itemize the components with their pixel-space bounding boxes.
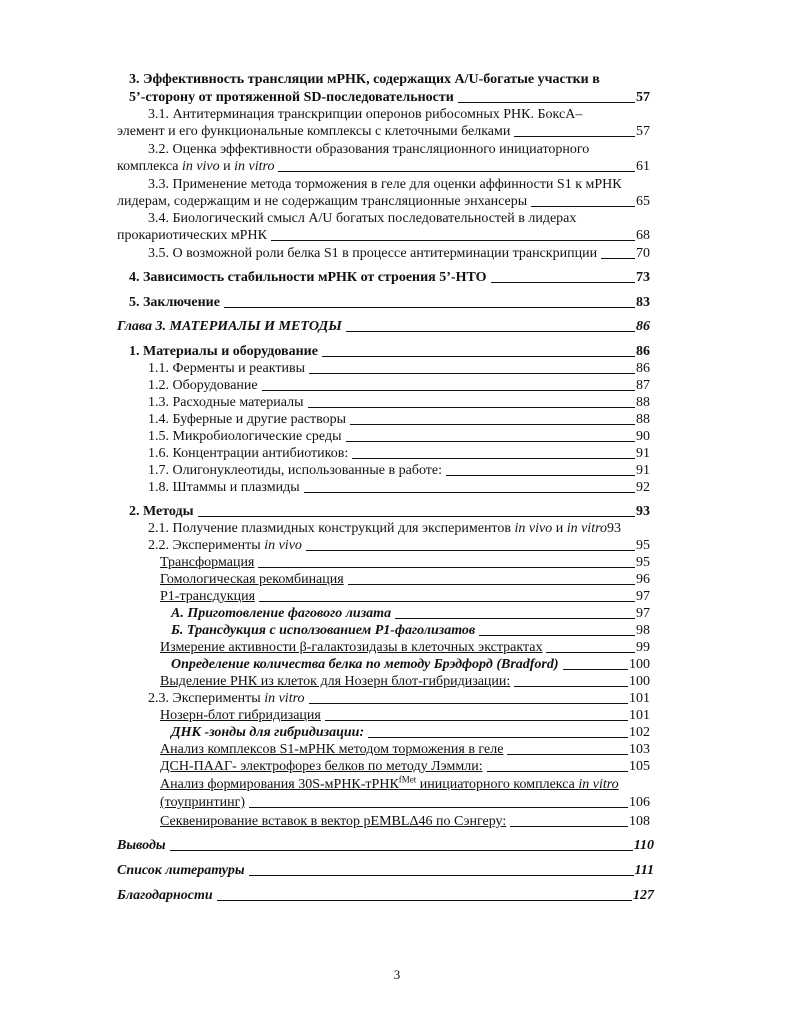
toc-1-4 (148, 412, 650, 428)
toc-page-number: 86 (636, 344, 650, 359)
toc-emsa (160, 742, 650, 758)
toc-entry-text: А. Приготовление фагового лизата (171, 606, 392, 621)
toc-sds-page (160, 759, 650, 775)
toc-page-number: 88 (636, 412, 650, 427)
toc-p1-transduction (160, 589, 650, 605)
toc-rna-extraction (160, 674, 650, 690)
toc-1-8 (148, 480, 650, 496)
toc-page-number: 93 (636, 504, 650, 519)
toc-entry-text: 3.5. О возможной роли белка S1 в процессе антитерминации транскрипции (148, 246, 598, 261)
toc-3-3-line1: 3.3. Применение метода торможения в геле для оценки аффинности S1 к мРНК (148, 177, 622, 192)
toc-entry-text: Гомологическая рекомбинация (160, 572, 344, 587)
toc-page-number: 83 (636, 295, 650, 310)
toc-1-1 (148, 361, 650, 377)
toc-entry-text: Глава 3. МАТЕРИАЛЫ И МЕТОДЫ (117, 319, 342, 334)
toc-entry-text: прокариотических мРНК (117, 228, 267, 243)
toc-entry-text: 2.2. Эксперименты in vivo (148, 538, 302, 553)
toc-page-number: 68 (636, 228, 650, 243)
toc-entry-text: 1.8. Штаммы и плазмиды (148, 480, 300, 495)
toc-page-number: 101 (629, 708, 650, 723)
toc-bradford (171, 657, 650, 673)
toc-entry-text: 5’-сторону от протяженной SD-последовательности (129, 90, 454, 105)
toc-entry-text: 1.4. Буферные и другие растворы (148, 412, 347, 427)
toc-entry-text: 1.5. Микробиологические среды (148, 429, 342, 444)
toc-3-3-line2 (117, 194, 650, 210)
toc-1-3 (148, 395, 650, 411)
toc-dna-probes (171, 725, 650, 741)
toc-entry-text: 2.3. Эксперименты in vitro (148, 691, 305, 706)
toc-toeprint-line2 (160, 795, 650, 811)
toc-page-number: 105 (629, 759, 650, 774)
toc-page-number: 97 (636, 606, 650, 621)
toc-entry-text: Нозерн-блот гибридизация (160, 708, 321, 723)
toc-entry-text: P1-трансдукция (160, 589, 256, 604)
toc-page-number: 96 (636, 572, 650, 587)
toc-page-number: 101 (629, 691, 650, 706)
toc-entry-text: Трансформация (160, 555, 255, 570)
toc-p1-b (171, 623, 650, 639)
toc-page-number: 100 (629, 674, 650, 689)
toc-entry-text: ДСН-ПААГ- электрофорез белков по методу Лэммли: (160, 759, 483, 774)
toc-3-4-line2 (117, 228, 650, 244)
toc-entry-text: Выводы (117, 838, 166, 853)
toc-toeprint-line1: Анализ формирования 30S-мРНК-тРНК$^{fMet}$ инициаторного комплекса in vitro (160, 774, 619, 792)
toc-entry-text: 1.3. Расходные материалы (148, 395, 304, 410)
toc-page-number: 86 (636, 319, 650, 334)
toc-page-number: 70 (636, 246, 650, 261)
toc-page-number: 90 (636, 429, 650, 444)
toc-page-number: 92 (636, 480, 650, 495)
toc-entry-text: 5. Заключение (129, 295, 220, 310)
toc-page-number: 106 (629, 795, 650, 810)
toc-3-5 (148, 246, 650, 262)
toc-page-number: 99 (636, 640, 650, 655)
toc-page-number: 73 (636, 270, 650, 285)
toc-entry-text: Определение количества белка по методу Брэдфорд (Bradford) (171, 657, 559, 672)
toc-homologous-recombination (160, 572, 650, 588)
toc-3-1-line1: 3.1. Антитерминация транскрипции оперонов рибосомных РНК. БоксА– (148, 107, 583, 122)
toc-page-number: 97 (636, 589, 650, 604)
page-number: 3 (393, 967, 401, 982)
toc-1-5 (148, 429, 650, 445)
toc-entry-text: Выделение РНК из клеток для Нозерн блот-гибридизации: (160, 674, 511, 689)
toc-page-number: 57 (636, 124, 650, 139)
toc-page-number: 102 (629, 725, 650, 740)
toc-entry-text: комплекса in vivo и in vitro (117, 159, 275, 174)
toc-page-number: 111 (634, 863, 654, 878)
toc-references (117, 863, 654, 879)
toc-page-number: 61 (636, 159, 650, 174)
toc-entry-text: ДНК -зонды для гибридизации: (171, 725, 365, 740)
toc-3-2-line1: 3.2. Оценка эффективности образования трансляционного инициаторного (148, 142, 590, 157)
toc-2-1 (148, 521, 650, 537)
toc-page-number: 87 (636, 378, 650, 393)
toc-entry-text: Список литературы (117, 863, 245, 878)
toc-entry-text: элемент и его функциональные комплексы с клеточными белками (117, 124, 511, 139)
toc-page-number: 100 (629, 657, 650, 672)
toc-entry-text: 2. Методы (129, 504, 194, 519)
toc-entry-text: Б. Трансдукция с исползованием P1-фаголизатов (171, 623, 476, 638)
toc-p1-a (171, 606, 650, 622)
toc-page-number: 127 (633, 888, 654, 903)
toc-chapter-3 (117, 319, 650, 335)
toc-section-3-title-line2 (129, 90, 650, 106)
toc-page-number: 110 (633, 838, 654, 853)
toc-3-4-line1: 3.4. Биологический смысл A/U богатых последовательностей в лидерах (148, 211, 577, 226)
toc-page-number: 91 (636, 446, 650, 461)
toc-entry-text: лидерам, содержащим и не содержащим трансляционные энхансеры (117, 194, 528, 209)
toc-page-number: 95 (636, 555, 650, 570)
toc-page-number: 88 (636, 395, 650, 410)
toc-entry-text: Секвенирование вставок в вектор pEMBLΔ46 по Сэнгеру: (160, 814, 507, 829)
toc-transformation (160, 555, 650, 571)
toc-1-7 (148, 463, 650, 479)
toc-section-3-title-line1: 3. Эффективность трансляции мРНК, содержащих A/U-богатые участки в (129, 72, 600, 87)
toc-entry-text: Анализ комплексов S1-мРНК методом торможения в геле (160, 742, 504, 757)
toc-entry-text: 1.6. Концентрации антибиотиков: (148, 446, 349, 461)
toc-entry-text: 1.1. Ферменты и реактивы (148, 361, 305, 376)
toc-bgal (160, 640, 650, 656)
toc-section-4 (129, 270, 650, 286)
toc-section-5 (129, 295, 650, 311)
toc-entry-text: 1.2. Оборудование (148, 378, 258, 393)
toc-page-number: 86 (636, 361, 650, 376)
toc-acknowledgements (117, 888, 654, 904)
toc-page-number: 91 (636, 463, 650, 478)
toc-1-6 (148, 446, 650, 462)
toc-northern (160, 708, 650, 724)
toc-2-2 (148, 538, 650, 554)
toc-2-3 (148, 691, 650, 707)
toc-page-number: 57 (636, 90, 650, 105)
toc-entry-text: 4. Зависимость стабильности мРНК от строения 5’-НТО (129, 270, 487, 285)
toc-page-number: 98 (636, 623, 650, 638)
toc-page-number: 93 (607, 521, 622, 536)
toc-3-2-line2 (117, 159, 650, 175)
toc-entry-text: 2.1. Получение плазмидных конструкций для экспериментов in vivo и in vitro (148, 521, 608, 536)
toc-3-1-line2 (117, 124, 650, 140)
toc-methods-2 (129, 504, 650, 520)
toc-entry-text: Измерение активности β-галактозидазы в клеточных экстрактах (160, 640, 543, 655)
toc-page-number: 65 (636, 194, 650, 209)
toc-entry-text: 1.7. Олигонуклеотиды, использованные в работе: (148, 463, 442, 478)
toc-materials-1 (129, 344, 650, 360)
toc-page-number: 95 (636, 538, 650, 553)
toc-sequencing (160, 814, 650, 830)
toc-entry-text: 1. Материалы и оборудование (129, 344, 318, 359)
toc-1-2 (148, 378, 650, 394)
toc-entry-text: (тоупринтинг) (160, 795, 246, 810)
toc-conclusions (117, 838, 654, 854)
toc-page-number: 103 (629, 742, 650, 757)
toc-entry-text: Благодарности (117, 888, 213, 903)
toc-page-number: 108 (629, 814, 650, 829)
